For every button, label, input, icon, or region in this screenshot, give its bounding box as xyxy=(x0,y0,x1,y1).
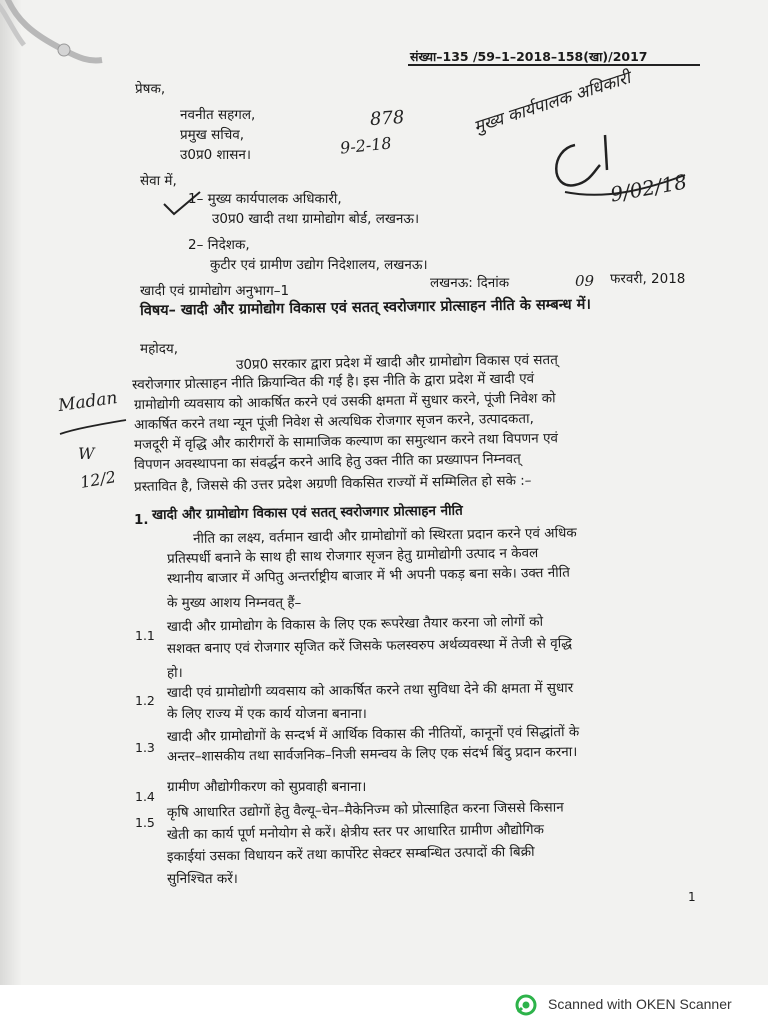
point-1-3-number: 1.3 xyxy=(135,740,155,755)
reference-number: संख्या–135 /59–1–2018–158(खा)/2017 xyxy=(410,49,648,64)
handwritten-margin-name: Madan xyxy=(56,387,119,417)
sender-name: नवनीत सहगल, xyxy=(180,107,256,123)
point-1-5-line-1: कृषि आधारित उद्योगों हेतु वैल्यू–चेन–मैकेनिज्म को प्रोत्साहित करना जिससे किसान xyxy=(166,799,564,821)
section-1-line-1: नीति का लक्ष्य, वर्तमान खादी और ग्रामोद्योगों को स्थिरता प्रदान करने एवं अधिक xyxy=(192,524,577,547)
section-1-line-3: स्थानीय बाजार में अपितु अन्तर्राष्ट्रीय बाजार में भी अपनी पकड़ बना सके। उक्त नीति xyxy=(166,564,571,587)
intro-line-6: विपणन अवस्थापना का संवर्द्धन करने आदि हेतु उक्त नीति का प्रख्यापन निम्नवत् xyxy=(133,450,521,473)
recipient-2-line1: 2– निदेशक, xyxy=(188,237,250,253)
handwritten-margin-initials: W xyxy=(78,444,95,463)
point-1-5-line-4: सुनिश्चित करें। xyxy=(167,871,238,887)
recipients-label: सेवा में, xyxy=(140,173,177,189)
handwritten-margin-date: 12/2 xyxy=(78,467,118,492)
intro-line-7: प्रस्तावित है, जिससे की उत्तर प्रदेश अग्रणी विकसित राज्यों में सम्मिलित हो सके :– xyxy=(133,472,532,495)
binding-string-graphic xyxy=(0,0,114,80)
point-1-3-line-1: खादी और ग्रामोद्योगों के सन्दर्भ में आर्थिक विकास की नीतियों, कानूनों एवं सिद्धांतों के xyxy=(166,723,580,745)
point-1-5-line-3: इकाईयां उसका विधायन करें तथा कार्पोरेट सेक्टर सम्बन्धित उत्पादों की बिक्री xyxy=(166,843,535,865)
point-1-5-line-2: खेती का कार्य पूर्ण मनोयोग से करें। क्षेत्रीय स्तर पर आधारित ग्रामीण औद्योगिक xyxy=(166,821,545,843)
page-number: 1 xyxy=(688,890,696,904)
salutation: महोदय, xyxy=(140,341,179,357)
point-1-1-line-2: सशक्त बनाए एवं रोजगार सृजित करें जिसके फलस्वरुप अर्थव्यवस्था में तेजी से वृद्धि xyxy=(166,635,573,657)
date-month-year: फरवरी, 2018 xyxy=(610,271,686,287)
intro-line-3: ग्रामोद्योगी व्यवसाय को आकर्षित करने एवं उसकी क्षमता में सुधार करने, पूंजी निवेश को xyxy=(133,390,556,413)
scanner-watermark-text: Scanned with OKEN Scanner xyxy=(548,996,732,1012)
handwritten-receipt-date: 9-2-18 xyxy=(339,133,393,158)
recipient-2-line2: कुटीर एवं ग्रामीण उद्योग निदेशालय, लखनऊ। xyxy=(210,257,428,273)
subject-line: विषय– खादी और ग्रामोद्योग विकास एवं सतत् स्वरोजगार प्रोत्साहन नीति के सम्बन्ध में। xyxy=(139,296,592,319)
intro-line-5: मजदूरी में वृद्धि और कारीगरों के सामाजिक कल्याण का समुत्थान करने तथा विपणन एवं xyxy=(133,430,559,453)
point-1-5-number: 1.5 xyxy=(135,815,155,830)
point-1-1-line-3: हो। xyxy=(167,665,183,681)
point-1-2-line-1: खादी एवं ग्रामोद्योगी व्यवसाय को आकर्षित करने तथा सुविधा देने की क्षमता में सुधार xyxy=(166,680,574,701)
intro-line-2: स्वरोजगार प्रोत्साहन नीति क्रियान्वित की गई है। इस नीति के द्वारा प्रदेश में खादी एवं xyxy=(131,370,535,393)
handwritten-date-day: 09 xyxy=(575,272,595,290)
handwritten-top-right-note: मुख्य कार्यपालक अधिकारी xyxy=(471,68,633,138)
section-1-line-2: प्रतिस्पर्धी बनाने के साथ ही साथ रोजगार सृजन हेतु ग्रामोद्योगी उत्पाद न केवल xyxy=(166,545,539,567)
scan-edge-shadow xyxy=(0,0,22,985)
margin-initial-underline xyxy=(58,418,128,438)
intro-line-1: उ0प्र0 सरकार द्वारा प्रदेश में खादी और ग्रामोद्योग विकास एवं सतत् xyxy=(235,351,558,373)
reference-underline xyxy=(408,64,700,66)
sender-office: उ0प्र0 शासन। xyxy=(180,147,251,163)
point-1-1-line-1: खादी और ग्रामोद्योग के विकास के लिए एक रूपरेखा तैयार करना जो लोगों को xyxy=(166,613,544,635)
point-1-2-number: 1.2 xyxy=(135,693,155,708)
point-1-4-line-1: ग्रामीण औद्योगीकरण को सुप्रवाही बनाना। xyxy=(167,779,367,795)
recipient-1-line1: 1– मुख्य कार्यपालक अधिकारी, xyxy=(188,191,342,207)
section-1-line-4: के मुख्य आशय निम्नवत् हैं– xyxy=(167,595,302,611)
recipient-1-line2: उ0प्र0 खादी तथा ग्रामोद्योग बोर्ड, लखनऊ। xyxy=(212,211,420,227)
point-1-4-number: 1.4 xyxy=(135,789,155,804)
section-1-number: 1. xyxy=(134,512,149,528)
point-1-2-line-2: के लिए राज्य में एक कार्य योजना बनाना। xyxy=(167,706,367,722)
intro-line-4: आकर्षित करने तथा न्यून पूंजी निवेश से अत्यधिक रोजगार सृजन करने, उत्पादकता, xyxy=(133,410,534,433)
sender-designation: प्रमुख सचिव, xyxy=(180,127,245,143)
point-1-3-line-2: अन्तर–शासकीय तथा सार्वजनिक–निजी समन्वय के लिए एक संदर्भ बिंदु प्रदान करना। xyxy=(166,743,578,765)
place-date-label: लखनऊ: दिनांक xyxy=(430,275,510,291)
handwritten-receipt-number: 878 xyxy=(369,106,406,131)
department-name: खादी एवं ग्रामोद्योग अनुभाग–1 xyxy=(140,283,290,299)
section-1-title: खादी और ग्रामोद्योग विकास एवं सतत् स्वरोजगार प्रोत्साहन नीति xyxy=(151,502,463,523)
sender-label: प्रेषक, xyxy=(135,81,166,97)
point-1-1-number: 1.1 xyxy=(135,628,155,643)
oken-scanner-logo-icon xyxy=(515,994,537,1016)
handwritten-top-right-date: 9/02/18 xyxy=(608,169,689,207)
